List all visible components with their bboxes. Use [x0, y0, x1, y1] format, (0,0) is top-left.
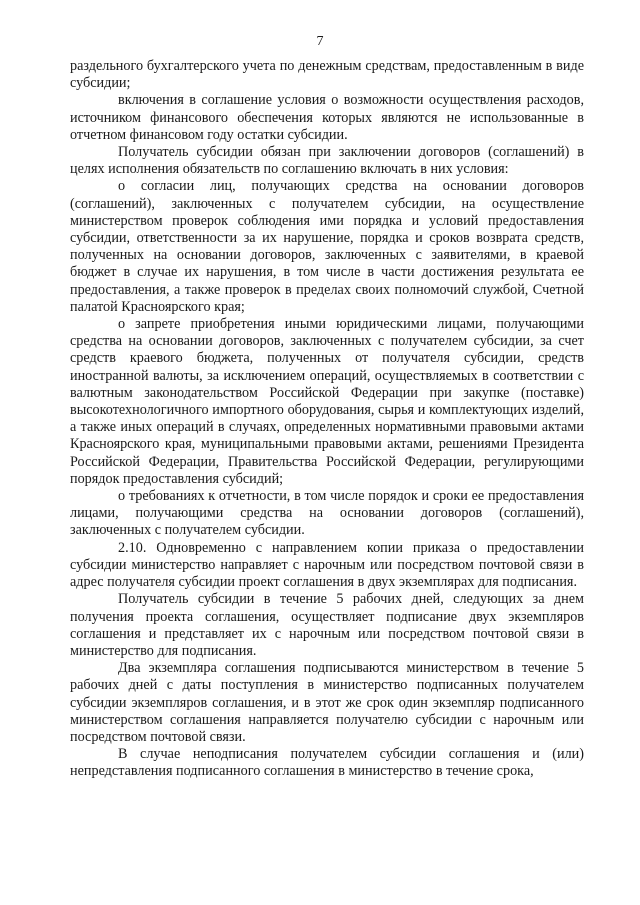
- paragraph: Два экземпляра соглашения подписываются министерством в течение 5 рабочих дней с даты поступления в министерство подписанных получателем субсидии экземпляров соглашения, и в этот же срок один экземпляр подписанного министерством соглашения направляется получателю субсидии с нарочным или посредством почтовой связи.: [70, 660, 584, 745]
- page-number: 7: [316, 34, 324, 49]
- paragraph: о согласии лиц, получающих средства на основании договоров (соглашений), заключенных с получателем субсидии, на осуществление министерством проверок соблюдения ими порядка и условий предоставления субсидии, ответственности за их нарушение, порядка и сроков возврата средств, полученных на основании договоров, заключенных с заявителями, в краевой бюджет в случае их нарушения, в том числе в части достижения результата ее предоставления, а также проверок в пределах своих полномочий службой, Счетной палатой Красноярского края;: [70, 178, 584, 315]
- paragraph: В случае неподписания получателем субсидии соглашения и (или) непредставления подписанного соглашения в министерство в течение срока,: [70, 746, 584, 780]
- paragraph: раздельного бухгалтерского учета по денежным средствам, предоставленным в виде субсидии;: [70, 58, 584, 92]
- paragraph: Получатель субсидии в течение 5 рабочих дней, следующих за днем получения проекта соглашения, осуществляет подписание двух экземпляров соглашения и представляет их с нарочным или посредством почтовой связи в министерство для подписания.: [70, 591, 584, 659]
- paragraph: 2.10. Одновременно с направлением копии приказа о предоставлении субсидии министерство направляет с нарочным или посредством почтовой связи в адрес получателя субсидии проект соглашения в двух экземплярах для подписания.: [70, 539, 584, 591]
- paragraph: о запрете приобретения иными юридическими лицами, получающими средства на основании договоров, заключенных с получателем субсидии, за счет средств краевого бюджета, полученных от получателя субсидии, средств иностранной валюты, за исключением операций, осуществляемых в соответствии с валютным законодательством Российской Федерации при закупке (поставке) высокотехнологичного импортного оборудования, сырья и комплектующих изделий, а также иных операций в случаях, определенных нормативными правовыми актами Красноярского края, муниципальными правовыми актами, решениями Президента Российской Федерации, Правительства Российской Федерации, регулирующими порядок предоставления субсидий;: [70, 316, 584, 487]
- paragraph: включения в соглашение условия о возможности осуществления расходов, источником финансового обеспечения которых являются не использованные в отчетном финансовом году остатки субсидии.: [70, 92, 584, 143]
- paragraph: о требованиях к отчетности, в том числе порядок и сроки ее предоставления лицами, получающими средства на основании договоров (соглашений), заключенных с получателем субсидии.: [70, 488, 584, 539]
- paragraph: Получатель субсидии обязан при заключении договоров (соглашений) в целях исполнения обязательств по соглашению включать в них условия:: [70, 144, 584, 178]
- document-body: [70, 58, 584, 781]
